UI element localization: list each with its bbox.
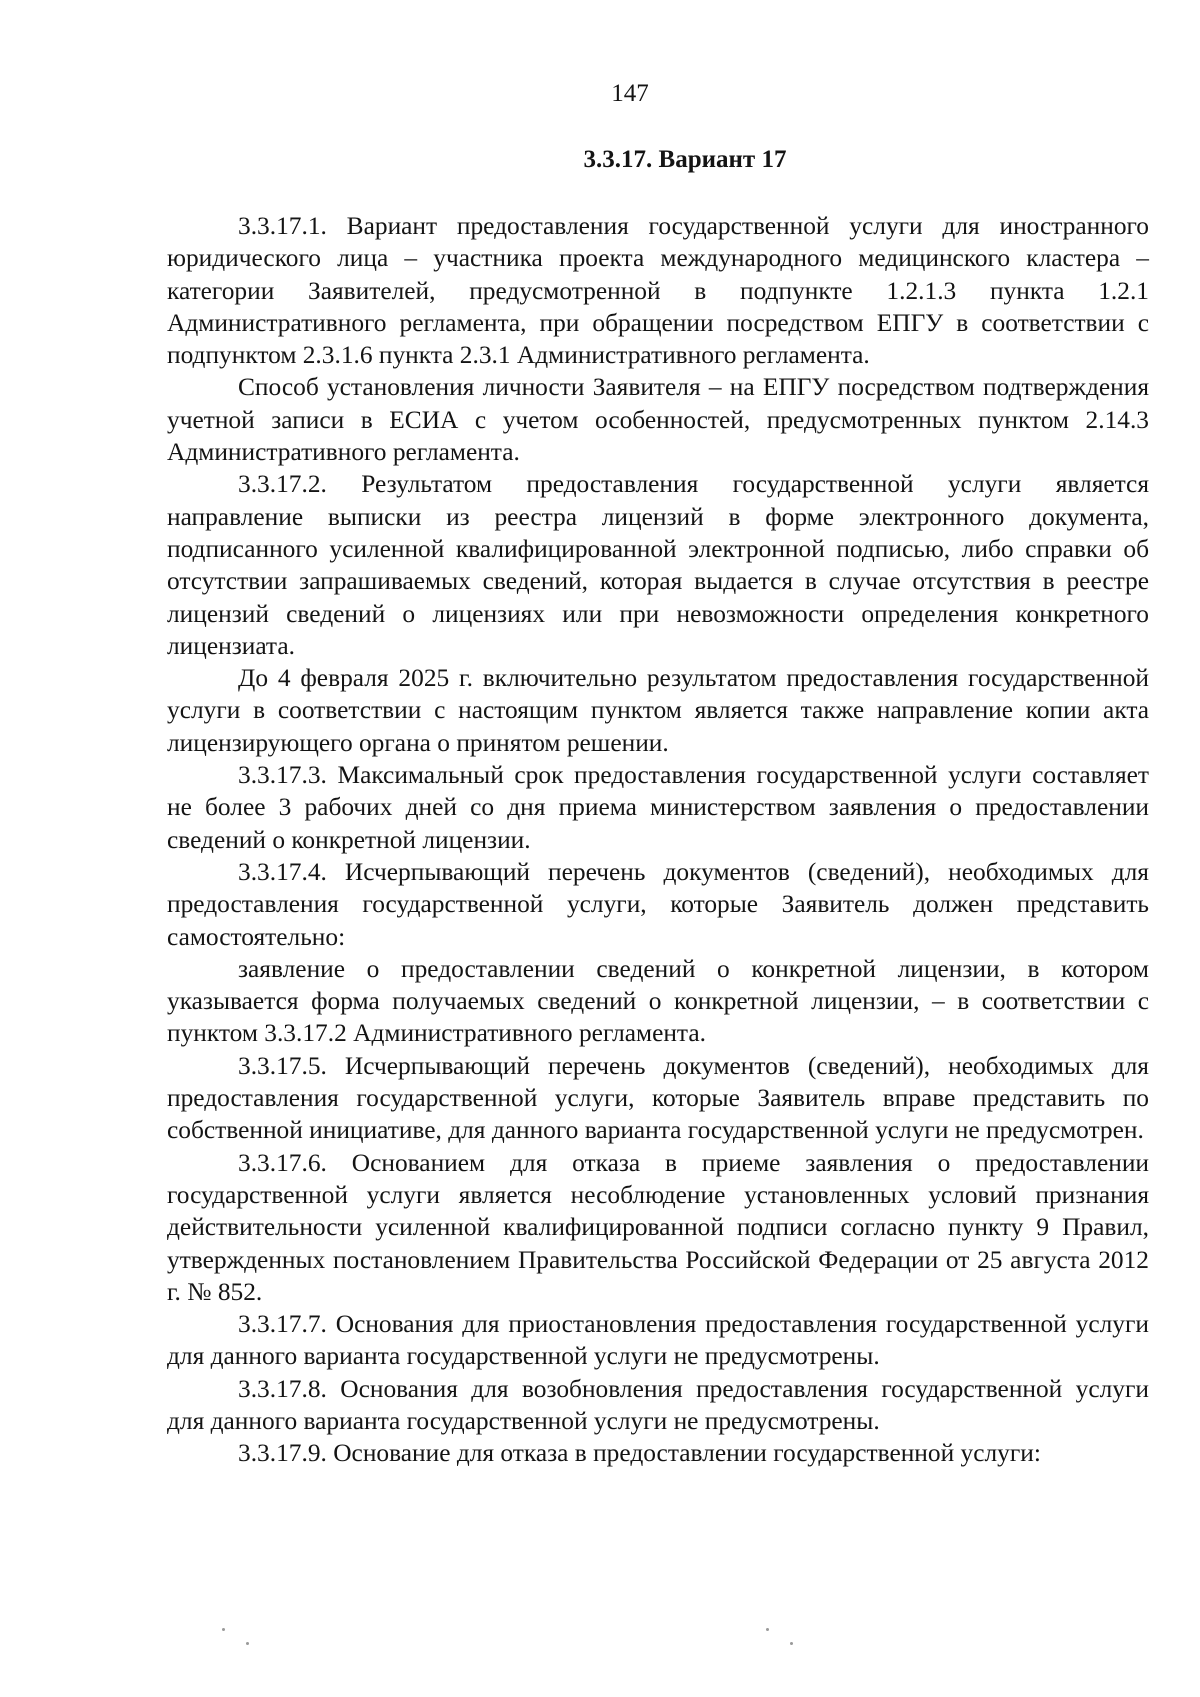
paragraph-identification-method: Способ установления личности Заявителя – на ЕПГУ посредством подтверждения учетной записи в ЕСИА с учетом особенностей, предусмотренных пунктом 2.14.3 Административного регламента. — [167, 373, 1149, 467]
page-number: 147 — [611, 80, 649, 107]
paragraph-3-3-17-4: 3.3.17.4. Исчерпывающий перечень документов (сведений), необходимых для предоставления государственной услуги, которые Заявитель должен представить самостоятельно: — [167, 857, 1149, 951]
paragraph-3-3-17-8: 3.3.17.8. Основания для возобновления предоставления государственной услуги для данного варианта государственной услуги не предусмотрены. — [167, 1374, 1149, 1435]
paragraph-3-3-17-1: 3.3.17.1. Вариант предоставления государственной услуги для иностранного юридического лица – участника проекта международного медицинского кластера – категории Заявителей, предусмотренной в подпункте 1.2.1.3 пункта 1.2.1 Административного регламента, при обращении посредством ЕПГУ в соответствии с подпунктом 2.3.1.6 пункта 2.3.1 Административного регламента. — [167, 212, 1149, 370]
paragraph-3-3-17-2: 3.3.17.2. Результатом предоставления государственной услуги является направление выписки из реестра лицензий в форме электронного документа, подписанного усиленной квалифицированной электронной подписью, либо справки об отсутствии запрашиваемых сведений, которая выдается в случае отсутствия в реестре лицензий сведений о лицензиях или при невозможности определения конкретного лицензиата. — [167, 470, 1149, 660]
scan-speck — [246, 1642, 249, 1645]
paragraph-application-statement: заявление о предоставлении сведений о конкретной лицензии, в котором указывается форма получаемых сведений о конкретной лицензии, – в соответствии с пунктом 3.3.17.2 Административного регламента. — [167, 954, 1149, 1048]
paragraph-3-3-17-7: 3.3.17.7. Основания для приостановления предоставления государственной услуги для данного варианта государственной услуги не предусмотрены. — [167, 1310, 1149, 1371]
scan-speck — [790, 1642, 793, 1645]
scan-speck — [766, 1628, 769, 1631]
paragraph-3-3-17-3: 3.3.17.3. Максимальный срок предоставления государственной услуги составляет не более 3 рабочих дней со дня приема министерством заявления о предоставлении сведений о конкретной лицензии. — [167, 761, 1149, 854]
scan-speck — [222, 1628, 225, 1631]
paragraph-3-3-17-9: 3.3.17.9. Основание для отказа в предоставлении государственной услуги: — [238, 1439, 1041, 1468]
paragraph-until-february-2025: До 4 февраля 2025 г. включительно результатом предоставления государственной услуги в соответствии с настоящим пунктом является также направление копии акта лицензирующего органа о принятом решении. — [167, 664, 1149, 757]
paragraph-3-3-17-5: 3.3.17.5. Исчерпывающий перечень документов (сведений), необходимых для предоставления государственной услуги, которые Заявитель вправе представить по собственной инициативе, для данного варианта государственной услуги не предусмотрен. — [167, 1051, 1149, 1145]
document-body — [167, 210, 1149, 1470]
section-heading: 3.3.17. Вариант 17 — [583, 146, 787, 173]
paragraph-3-3-17-6: 3.3.17.6. Основанием для отказа в приеме заявления о предоставлении государственной услуги является несоблюдение установленных условий признания действительности усиленной квалифицированной подписи согласно пункту 9 Правил, утвержденных постановлением Правительства Российской Федерации от 25 августа 2012 г. № 852. — [167, 1148, 1149, 1306]
